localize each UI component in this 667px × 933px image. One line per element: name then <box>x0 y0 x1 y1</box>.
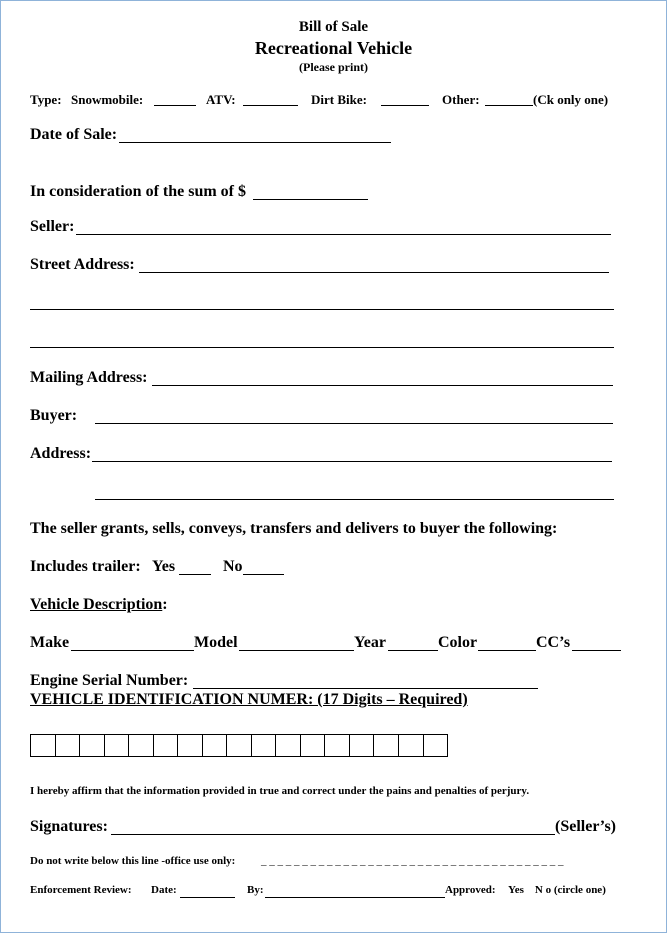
vin-digit-box[interactable] <box>203 735 228 756</box>
year-label: Year <box>354 634 386 651</box>
vin-digit-box[interactable] <box>129 735 154 756</box>
vin-digit-box[interactable] <box>424 735 448 756</box>
vin-digit-box[interactable] <box>301 735 326 756</box>
other-field[interactable] <box>485 105 533 106</box>
vehicle-description-text: Vehicle Description <box>30 596 163 613</box>
buyer-label: Buyer: <box>30 407 78 424</box>
signatures-label: Signatures: <box>30 818 108 835</box>
review-by-field[interactable] <box>265 897 445 898</box>
snowmobile-label: Snowmobile: <box>71 92 144 107</box>
color-label: Color <box>438 634 478 651</box>
approved-yes-no-options[interactable]: Yes N o (circle one) <box>508 884 606 896</box>
street-address-line-2[interactable] <box>30 309 614 310</box>
date-of-sale-field[interactable] <box>119 142 391 143</box>
dirt-bike-field[interactable] <box>381 105 429 106</box>
vin-digit-box[interactable] <box>325 735 350 756</box>
grant-statement: The seller grants, sells, conveys, transfers and delivers to buyer the following: <box>30 520 558 537</box>
address-line-2[interactable] <box>95 499 614 500</box>
vin-digit-box[interactable] <box>31 735 56 756</box>
vehicle-description-colon: : <box>162 596 168 613</box>
consideration-label: In consideration of the sum of $ <box>30 183 247 200</box>
seller-field[interactable] <box>76 234 611 235</box>
vehicle-description-heading <box>30 596 168 614</box>
ccs-field[interactable] <box>572 650 621 651</box>
date-of-sale-label: Date of Sale: <box>30 126 118 143</box>
snowmobile-field[interactable] <box>154 105 196 106</box>
trailer-yes-label: Yes <box>152 558 176 575</box>
atv-field[interactable] <box>243 105 298 106</box>
office-use-notice: Do not write below this line -office use only: <box>30 855 236 867</box>
address-field[interactable] <box>92 461 612 462</box>
vin-digit-box[interactable] <box>80 735 105 756</box>
vin-digit-box[interactable] <box>227 735 252 756</box>
vin-heading: VEHICLE IDENTIFICATION NUMER: (17 Digits – Required) <box>30 691 468 708</box>
review-date-field[interactable] <box>180 897 235 898</box>
other-label: Other: <box>442 92 480 107</box>
model-field[interactable] <box>239 650 354 651</box>
enforcement-review-label: Enforcement Review: <box>30 884 132 896</box>
form-subtitle: Recreational Vehicle <box>254 38 413 58</box>
street-address-line-3[interactable] <box>30 347 614 348</box>
check-one-note: (Ck only one) <box>533 92 609 107</box>
office-use-divider: _ _ _ _ _ _ _ _ _ _ _ _ _ _ _ _ _ _ _ _ _ _ _ _ _ _ _ _ _ _ _ _ _ _ _ _ _ <box>261 855 564 867</box>
trailer-no-field[interactable] <box>243 574 284 575</box>
vin-digit-box[interactable] <box>56 735 81 756</box>
address-label: Address: <box>30 445 92 462</box>
dirt-bike-label: Dirt Bike: <box>311 92 367 107</box>
sellers-signature-note: (Seller’s) <box>555 818 616 835</box>
vin-digit-box[interactable] <box>252 735 277 756</box>
engine-serial-field[interactable] <box>193 688 538 689</box>
vin-boxes <box>30 734 448 757</box>
ccs-label: CC’s <box>536 634 571 651</box>
mailing-address-field[interactable] <box>152 385 613 386</box>
vin-digit-box[interactable] <box>154 735 179 756</box>
mailing-address-label: Mailing Address: <box>30 369 148 386</box>
street-address-field[interactable] <box>139 272 609 273</box>
vin-digit-box[interactable] <box>374 735 399 756</box>
make-field[interactable] <box>71 650 194 651</box>
buyer-field[interactable] <box>95 423 613 424</box>
form-title: Bill of Sale <box>298 19 369 35</box>
make-label: Make <box>30 634 70 651</box>
review-by-label: By: <box>247 884 264 896</box>
street-address-label: Street Address: <box>30 256 135 273</box>
trailer-no-label: No <box>223 558 243 575</box>
trailer-yes-field[interactable] <box>179 574 211 575</box>
year-field[interactable] <box>388 650 438 651</box>
color-field[interactable] <box>478 650 536 651</box>
signature-field[interactable] <box>111 834 555 835</box>
approved-label: Approved: <box>445 884 496 896</box>
consideration-amount-field[interactable] <box>253 199 368 200</box>
engine-serial-label: Engine Serial Number: <box>30 672 189 689</box>
vin-digit-box[interactable] <box>276 735 301 756</box>
atv-label: ATV: <box>206 92 236 107</box>
vin-digit-box[interactable] <box>350 735 375 756</box>
model-label: Model <box>194 634 238 651</box>
print-instruction: (Please print) <box>299 60 368 74</box>
review-date-label: Date: <box>151 884 177 896</box>
type-label: Type: <box>30 92 62 107</box>
vin-digit-box[interactable] <box>399 735 424 756</box>
vin-digit-box[interactable] <box>105 735 130 756</box>
vin-digit-box[interactable] <box>178 735 203 756</box>
perjury-affirmation: I hereby affirm that the information provided in true and correct under the pains and penalties of perjury. <box>30 785 530 797</box>
includes-trailer-label: Includes trailer: <box>30 558 141 575</box>
seller-label: Seller: <box>30 218 75 235</box>
